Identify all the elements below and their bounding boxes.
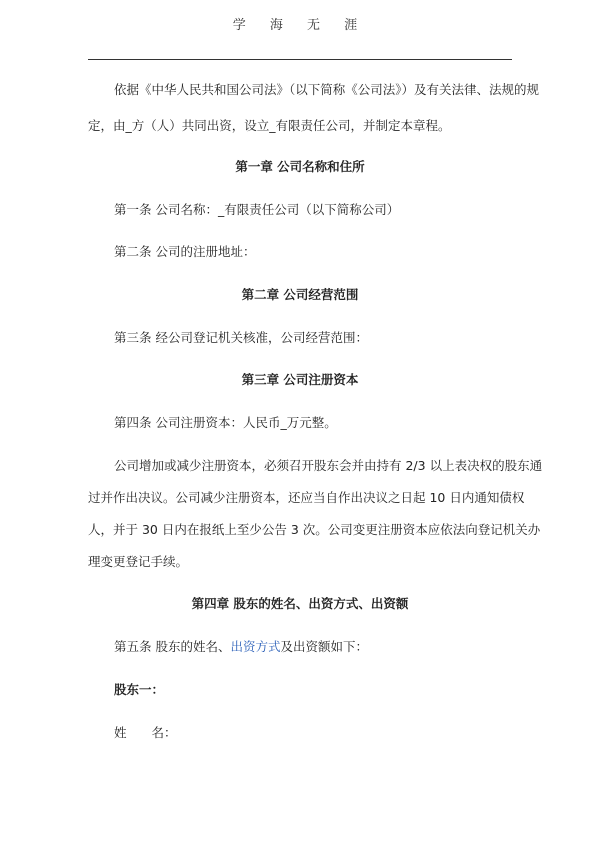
intro-line-2: 定，由_方（人）共同出资，设立_有限责任公司，并制定本章程。	[88, 118, 451, 133]
article-4: 第四条 公司注册资本：人民币_万元整。	[114, 415, 337, 430]
header-divider	[88, 59, 512, 60]
chapter-2-heading: 第二章 公司经营范围	[241, 287, 359, 302]
capital-contribution-link[interactable]: 出资方式	[230, 639, 281, 654]
page-header: 学 海 无 涯	[232, 18, 368, 33]
article-5-prefix: 第五条 股东的姓名、	[114, 639, 231, 654]
capital-para-line-1: 公司增加或减少注册资本，必须召开股东会并由持有 2/3 以上表决权的股东通	[114, 458, 543, 473]
chapter-3-heading: 第三章 公司注册资本	[241, 372, 359, 387]
intro-line-1: 依据《中华人民共和国公司法》（以下简称《公司法》）及有关法律、法规的规	[114, 82, 540, 97]
capital-para-line-3: 人，并于 30 日内在报纸上至少公告 3 次。公司变更注册资本应依法向登记机关办	[88, 522, 541, 537]
article-5-suffix: 及出资额如下：	[280, 639, 369, 654]
article-1: 第一条 公司名称：_有限责任公司（以下简称公司）	[114, 202, 400, 217]
article-3: 第三条 经公司登记机关核准，公司经营范围：	[114, 330, 368, 345]
article-5	[88, 637, 538, 655]
shareholder-1-label: 股东一：	[114, 682, 165, 697]
chapter-1-heading: 第一章 公司名称和住所	[235, 159, 365, 174]
article-2: 第二条 公司的注册地址：	[114, 244, 256, 259]
capital-para-line-2: 过并作出决议。公司减少注册资本，还应当自作出决议之日起 10 日内通知债权	[88, 490, 525, 505]
name-field-label: 姓 名：	[114, 725, 177, 740]
chapter-4-heading: 第四章 股东的姓名、出资方式、出资额	[191, 596, 409, 611]
capital-para-line-4: 理变更登记手续。	[88, 554, 189, 569]
